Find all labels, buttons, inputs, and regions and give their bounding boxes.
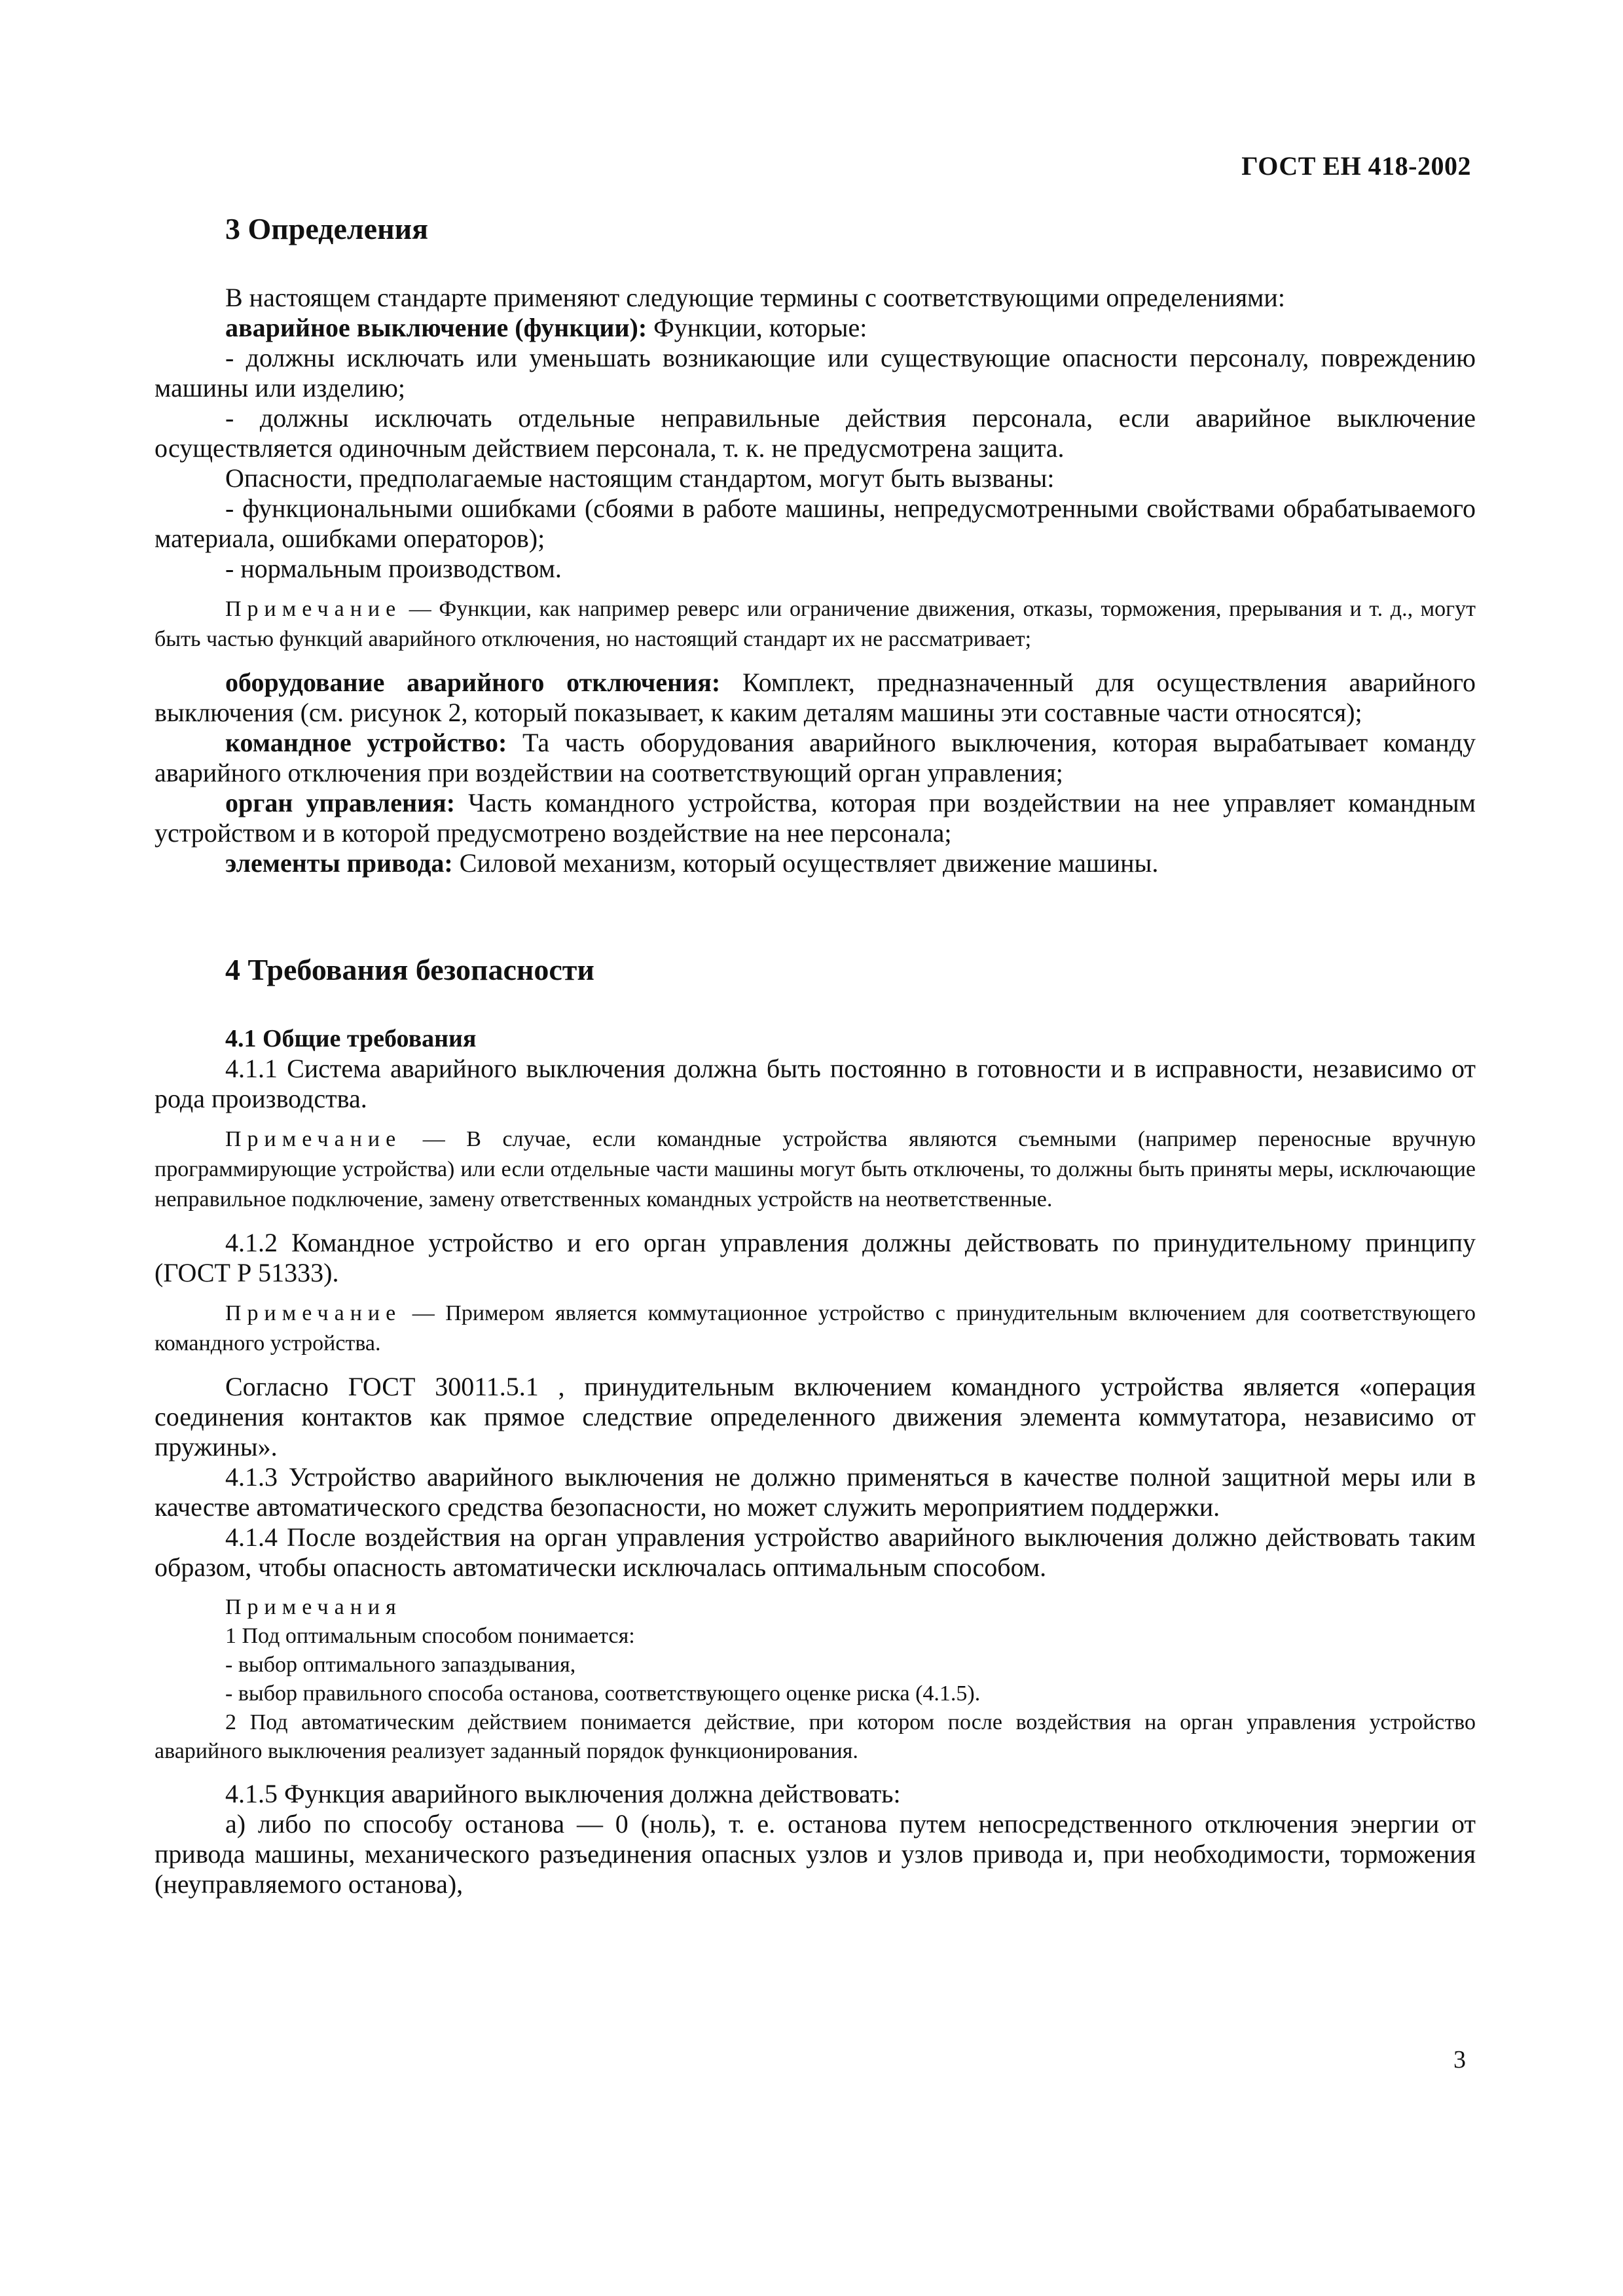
notes-4-title: [155, 1593, 1476, 1622]
definition-item-1: - должны исключать или уменьшать возникающие или существующие опасности персоналу, повреждению машины или изделию;: [155, 343, 1476, 403]
clause-4-1-5: 4.1.5 Функция аварийного выключения должна действовать:: [225, 1779, 901, 1808]
definition-equipment: [155, 668, 1476, 728]
page-number: 3: [1453, 2046, 1466, 2073]
note-1: [155, 594, 1476, 655]
note-1-text: — Функции, как например реверс или ограничение движения, отказы, торможения, прерывания и т. д., могут быть частью функций аварийного отключения, но настоящий стандарт их не рассматривает;: [155, 597, 1476, 651]
subsection-4-1-title: 4.1 Общие требования: [225, 1025, 477, 1052]
note-3-text: — Примером является коммутационное устройство с принудительным включением для соответствующего командного устройства.: [155, 1301, 1476, 1355]
gost-reference-paragraph: Согласно ГОСТ 30011.5.1 , принудительным включением командного устройства является «операция соединения контактов как прямое следствие определенного движения элемента коммутатора, независимо от пружины».: [155, 1372, 1476, 1462]
hazards-item-1: - функциональными ошибками (сбоями в работе машины, непредусмотренными свойствами обрабатываемого материала, ошибками операторов);: [155, 493, 1476, 553]
clause-4-1-5-a: а) либо по способу останова — 0 (ноль), т. е. останова путем непосредственного отключения энергии от привода машины, механического разъединения опасных узлов и узлов привода и, при необходимости, торможения (неуправляемого останова),: [155, 1809, 1476, 1899]
hazards-item-2: - нормальным производством.: [225, 554, 562, 583]
term-emergency-stop: аварийное выключение (функции):: [225, 313, 647, 342]
note-1-title: Примечание: [225, 597, 402, 621]
note-2-text: — В случае, если командные устройства являются съемными (например переносные вручную программирующие устройства) или если отдельные части машины могут быть отключены, то должны быть приняты меры, исключающие неправильное подключение, замену ответственных командных устройств на неответственные.: [155, 1127, 1476, 1211]
definition-actuator: [155, 788, 1476, 848]
notes-4-line-1: 1 Под оптимальным способом понимается:: [225, 1624, 635, 1648]
hazards-intro: Опасности, предполагаемые настоящим стандартом, могут быть вызваны:: [225, 463, 1055, 493]
note-2: [155, 1124, 1476, 1215]
clause-4-1-4: 4.1.4 После воздействия на орган управления устройство аварийного выключения должно действовать таким образом, чтобы опасность автоматически исключалась оптимальным способом.: [155, 1522, 1476, 1582]
term-equipment: оборудование аварийного отключения:: [225, 668, 721, 697]
definition-drive-elements-text: Силовой механизм, который осуществляет движение машины.: [452, 848, 1159, 878]
section-3-title: 3 Определения: [225, 212, 428, 245]
document-code: ГОСТ ЕН 418-2002: [1241, 151, 1471, 181]
definition-emergency-stop-text: Функции, которые:: [647, 313, 867, 342]
clause-4-1-2: 4.1.2 Командное устройство и его орган управления должны действовать по принудительному принципу (ГОСТ Р 51333).: [155, 1228, 1476, 1287]
definition-command-device-text: Та часть оборудования аварийного выключения, которая вырабатывает команду аварийного отключения при воздействии на соответствующий орган управления;: [155, 728, 1476, 787]
notes-4-line-2: - выбор оптимального запаздывания,: [225, 1653, 576, 1677]
notes-4-title-text: Примечания: [225, 1595, 402, 1619]
definition-actuator-text: Часть командного устройства, которая при воздействии на нее управляет командным устройством и в которой предусмотрено воздействие на нее персонала;: [155, 788, 1476, 848]
definition-equipment-text: Комплект, предназначенный для осуществления аварийного выключения (см. рисунок 2, который показывает, к каким деталям машины эти составные части относятся);: [155, 668, 1476, 727]
definition-item-2: - должны исключать отдельные неправильные действия персонала, если аварийное выключение осуществляется одиночным действием персонала, т. к. не предусмотрена защита.: [155, 403, 1476, 463]
page-content: [155, 208, 1476, 1899]
definition-emergency-stop: [155, 313, 1476, 343]
note-3: [155, 1299, 1476, 1359]
note-3-title: Примечание: [225, 1301, 402, 1325]
term-command-device: командное устройство:: [225, 728, 507, 757]
notes-4-line-3: - выбор правильного способа останова, соответствующего оценке риска (4.1.5).: [225, 1681, 981, 1706]
notes-4-line-4: 2 Под автоматическим действием понимается действие, при котором после воздействия на орган управления устройство аварийного выключения реализует заданный порядок функционирования.: [155, 1710, 1476, 1763]
term-actuator: орган управления:: [225, 788, 456, 817]
definition-command-device: [155, 728, 1476, 788]
term-drive-elements: элементы привода:: [225, 848, 453, 878]
clause-4-1-3: 4.1.3 Устройство аварийного выключения не должно применяться в качестве полной защитной меры или в качестве автоматического средства безопасности, но может служить мероприятием поддержки.: [155, 1462, 1476, 1522]
notes-4: [155, 1593, 1476, 1766]
clause-4-1-1: 4.1.1 Система аварийного выключения должна быть постоянно в готовности и в исправности, независимо от рода производства.: [155, 1054, 1476, 1113]
note-2-title: Примечание: [225, 1127, 402, 1151]
section-4-title: 4 Требования безопасности: [225, 953, 594, 986]
definitions-intro: В настоящем стандарте применяют следующие термины с соответствующими определениями:: [225, 283, 1285, 312]
definition-drive-elements: [155, 848, 1476, 878]
